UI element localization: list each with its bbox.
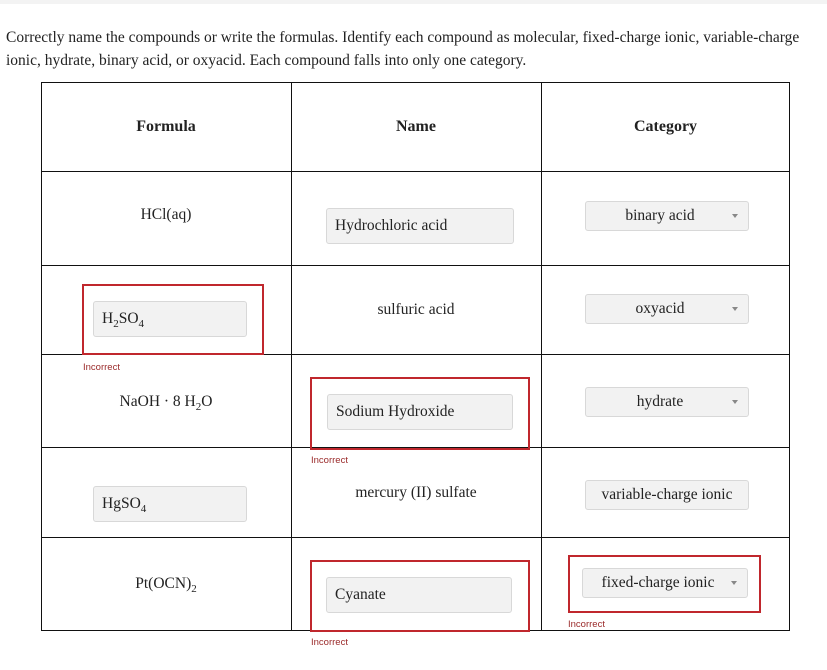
instructions-text: Correctly name the compounds or write the formulas. Identify each compound as molecular, fixed-charge ionic, variable-charge ionic, hydrate, binary acid, or oxyacid. Each compound falls into only one category. bbox=[6, 29, 800, 69]
category-select[interactable] bbox=[585, 294, 749, 324]
formula-text: HCl(aq) bbox=[140, 206, 192, 223]
chevron-down-icon bbox=[732, 400, 738, 404]
feedback-incorrect: Incorrect bbox=[311, 637, 348, 648]
category-select-value: binary acid bbox=[625, 207, 695, 224]
feedback-incorrect: Incorrect bbox=[311, 455, 348, 466]
chevron-down-icon bbox=[731, 581, 737, 585]
top-bar bbox=[0, 0, 827, 4]
table-border-right bbox=[789, 82, 790, 631]
category-select[interactable] bbox=[585, 201, 749, 231]
compound-table bbox=[41, 82, 790, 648]
formula-input[interactable] bbox=[93, 301, 247, 337]
category-select[interactable] bbox=[582, 568, 748, 598]
table-col-divider bbox=[541, 82, 542, 631]
formula-text: NaOH · 8 $H_2O$ bbox=[119, 393, 213, 413]
name-input-value: Cyanate bbox=[335, 586, 386, 603]
category-select-value: variable-charge ionic bbox=[601, 486, 733, 503]
table-row-divider bbox=[41, 171, 790, 172]
table-row-divider bbox=[41, 537, 790, 538]
header-formula: Formula bbox=[136, 118, 196, 135]
category-select[interactable] bbox=[585, 480, 749, 510]
table-col-divider bbox=[291, 82, 292, 631]
category-select-value: oxyacid bbox=[635, 300, 685, 317]
table-border-left bbox=[41, 82, 42, 631]
category-select-value: fixed-charge ionic bbox=[601, 574, 715, 591]
name-input[interactable] bbox=[326, 208, 514, 244]
table-border-top bbox=[41, 82, 790, 83]
category-select[interactable] bbox=[585, 387, 749, 417]
formula-input[interactable] bbox=[93, 486, 247, 522]
name-text: mercury (II) sulfate bbox=[355, 484, 477, 501]
name-input-value: Hydrochloric acid bbox=[335, 217, 448, 234]
header-name: Name bbox=[396, 118, 436, 135]
name-input-value: Sodium Hydroxide bbox=[336, 403, 455, 420]
formula-text: $Pt(OCN)_2$ bbox=[135, 575, 197, 595]
name-text: sulfuric acid bbox=[377, 301, 455, 318]
name-input[interactable] bbox=[327, 394, 513, 430]
chevron-down-icon bbox=[732, 214, 738, 218]
formula-input-value: $H_2SO_4$ bbox=[102, 310, 145, 330]
name-input[interactable] bbox=[326, 577, 512, 613]
header-category: Category bbox=[633, 118, 698, 135]
feedback-incorrect: Incorrect bbox=[83, 362, 120, 373]
chevron-down-icon bbox=[732, 307, 738, 311]
formula-input-value: HgSO$_4$ bbox=[102, 495, 147, 515]
table-row-divider bbox=[41, 265, 790, 266]
category-select-value: hydrate bbox=[636, 393, 684, 410]
feedback-incorrect: Incorrect bbox=[568, 619, 605, 630]
